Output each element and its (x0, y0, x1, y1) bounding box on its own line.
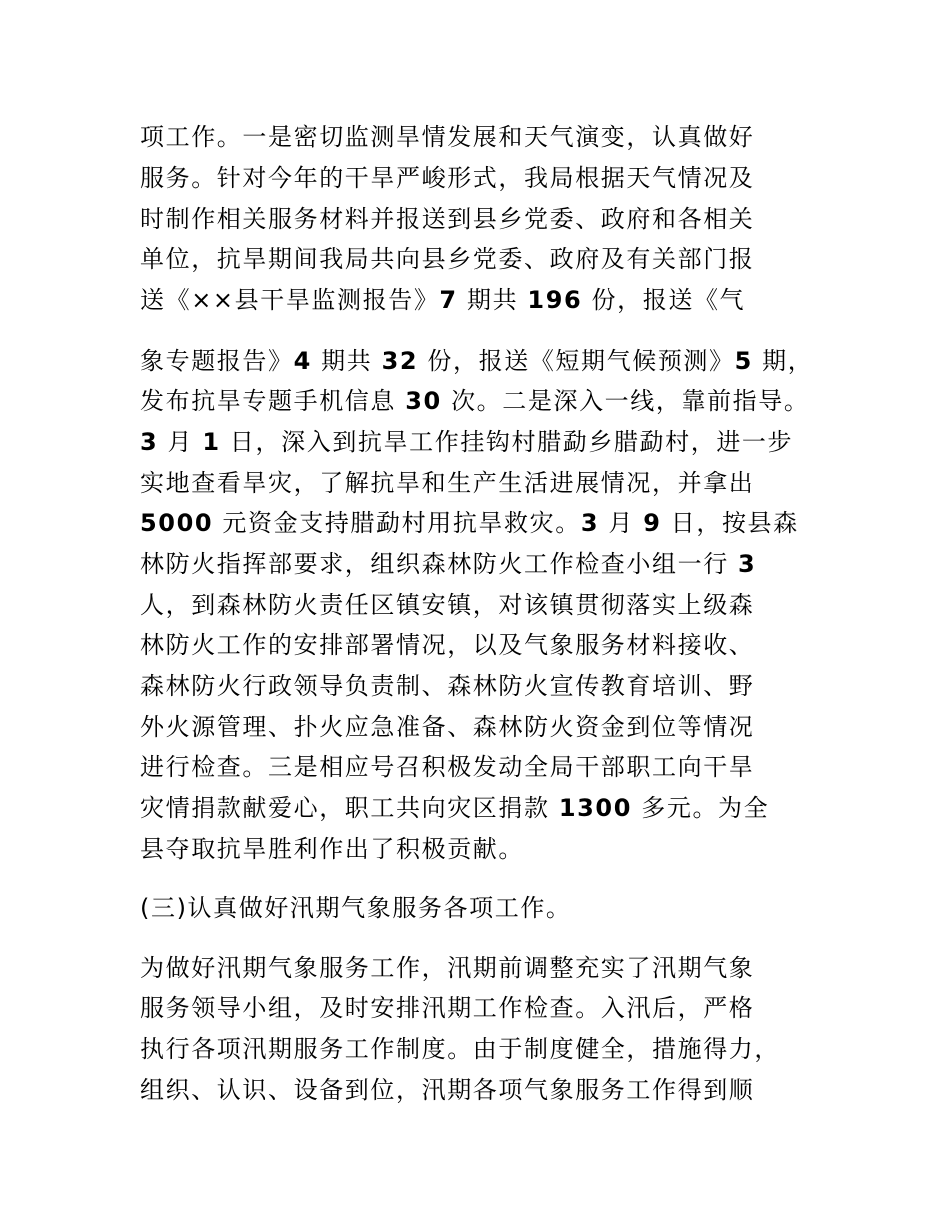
text-line: 林防火工作的安排部署情况，以及气象服务材料接收、 (140, 631, 755, 659)
text-line: 森林防火行政领导负责制、森林防火宣传教育培训、野 (140, 672, 755, 700)
text-line: 人，到森林防火责任区镇安镇，对该镇贯彻落实上级森 (140, 591, 755, 619)
text-line: 时制作相关服务材料并报送到县乡党委、政府和各相关 (140, 205, 755, 233)
text-line: 林防火指挥部要求，组织森林防火工作检查小组一行 3 (140, 550, 757, 578)
section-heading: (三)认真做好汛期气象服务各项工作。 (140, 894, 572, 922)
text-line: 执行各项汛期服务工作制度。由于制度健全，措施得力， (140, 1035, 780, 1063)
text-line: 象专题报告》4 期共 32 份，报送《短期气候预测》5 期， (140, 347, 814, 375)
text-line: 5000 元资金支持腊勐村用抗旱救灾。3 月 9 日，按县森 (140, 509, 799, 537)
text-line: 单位，抗旱期间我局共向县乡党委、政府及有关部门报 (140, 245, 755, 273)
text-line: 进行检查。三是相应号召积极发动全局干部职工向干旱 (140, 753, 755, 781)
text-line: 组织、认识、设备到位，汛期各项气象服务工作得到顺 (140, 1076, 755, 1104)
text-line: 外火源管理、扑火应急准备、森林防火资金到位等情况 (140, 713, 755, 741)
text-line: 县夺取抗旱胜利作出了积极贡献。 (140, 835, 524, 863)
text-line: 服务领导小组，及时安排汛期工作检查。入汛后，严格 (140, 994, 755, 1022)
text-line: 送《××县干旱监测报告》7 期共 196 份，报送《气 (140, 286, 746, 314)
text-line: 3 月 1 日，深入到抗旱工作挂钩村腊勐乡腊勐村，进一步 (140, 428, 794, 456)
text-line: 为做好汛期气象服务工作，汛期前调整充实了汛期气象 (140, 954, 755, 982)
text-line: 灾情捐款献爱心，职工共向灾区捐款 1300 多元。为全 (140, 794, 770, 822)
text-line: 实地查看旱灾，了解抗旱和生产生活进展情况，并拿出 (140, 469, 755, 497)
text-line: 项工作。一是密切监测旱情发展和天气演变，认真做好 (140, 123, 755, 151)
text-line: 发布抗旱专题手机信息 30 次。二是深入一线，靠前指导。 (140, 387, 810, 415)
text-line: 服务。针对今年的干旱严峻形式，我局根据天气情况及 (140, 164, 755, 192)
